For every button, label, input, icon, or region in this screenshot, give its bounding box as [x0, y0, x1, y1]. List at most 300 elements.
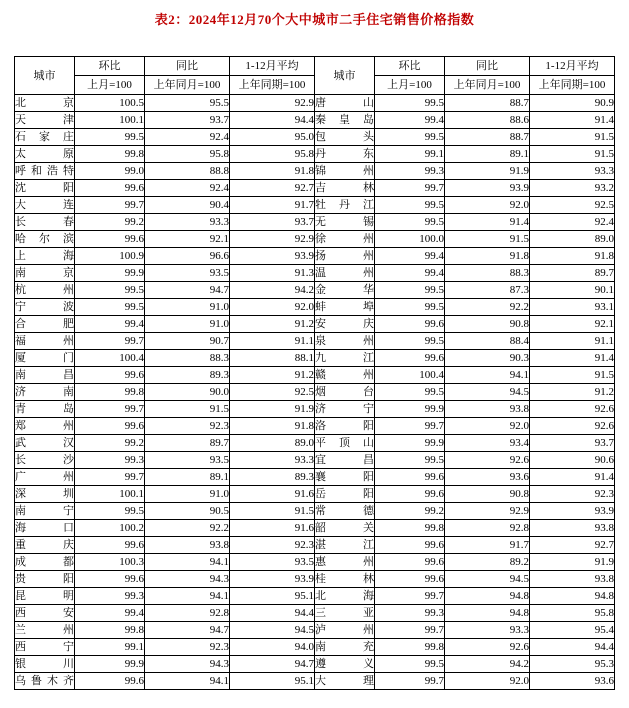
value-cell: 99.5: [375, 129, 445, 146]
value-cell: 99.4: [375, 265, 445, 282]
value-cell: 99.2: [75, 435, 145, 452]
value-cell: 99.9: [375, 435, 445, 452]
city-cell: 三亚: [315, 605, 375, 622]
value-cell: 91.8: [445, 248, 530, 265]
value-cell: 99.6: [75, 231, 145, 248]
value-cell: 92.8: [145, 605, 230, 622]
value-cell: 88.4: [445, 333, 530, 350]
value-cell: 92.3: [145, 639, 230, 656]
city-cell: 无锡: [315, 214, 375, 231]
city-cell: 泸州: [315, 622, 375, 639]
value-cell: 91.5: [530, 146, 615, 163]
value-cell: 99.6: [375, 571, 445, 588]
value-cell: 89.7: [145, 435, 230, 452]
value-cell: 99.6: [75, 180, 145, 197]
value-cell: 99.8: [75, 146, 145, 163]
value-cell: 94.1: [145, 554, 230, 571]
city-cell: 上海: [15, 248, 75, 265]
city-cell: 青岛: [15, 401, 75, 418]
value-cell: 93.8: [445, 401, 530, 418]
value-cell: 91.2: [230, 367, 315, 384]
value-cell: 99.7: [75, 333, 145, 350]
value-cell: 94.3: [145, 571, 230, 588]
city-cell: 海口: [15, 520, 75, 537]
city-cell: 安庆: [315, 316, 375, 333]
city-cell: 成都: [15, 554, 75, 571]
value-cell: 99.4: [375, 248, 445, 265]
value-cell: 94.4: [230, 112, 315, 129]
value-cell: 99.4: [75, 605, 145, 622]
table-row: [15, 435, 615, 452]
value-cell: 100.3: [75, 554, 145, 571]
value-cell: 93.3: [230, 452, 315, 469]
value-cell: 92.4: [145, 129, 230, 146]
value-cell: 90.4: [145, 197, 230, 214]
value-cell: 99.5: [75, 282, 145, 299]
value-cell: 92.7: [230, 180, 315, 197]
value-cell: 88.1: [230, 350, 315, 367]
value-cell: 91.0: [145, 316, 230, 333]
value-cell: 99.8: [375, 639, 445, 656]
city-cell: 韶关: [315, 520, 375, 537]
value-cell: 92.3: [230, 537, 315, 554]
value-cell: 92.0: [445, 197, 530, 214]
value-cell: 99.6: [75, 418, 145, 435]
city-cell: 沈阳: [15, 180, 75, 197]
yoy-header-left: 同比: [145, 57, 230, 76]
value-cell: 93.2: [530, 180, 615, 197]
value-cell: 89.3: [145, 367, 230, 384]
value-cell: 99.6: [75, 673, 145, 690]
city-cell: 深圳: [15, 486, 75, 503]
value-cell: 88.3: [445, 265, 530, 282]
city-cell: 扬州: [315, 248, 375, 265]
city-cell: 平顶山: [315, 435, 375, 452]
value-cell: 95.5: [145, 95, 230, 112]
city-cell: 南充: [315, 639, 375, 656]
value-cell: 88.8: [145, 163, 230, 180]
city-cell: 合肥: [15, 316, 75, 333]
table-row: [15, 503, 615, 520]
value-cell: 99.5: [375, 299, 445, 316]
value-cell: 94.8: [445, 605, 530, 622]
value-cell: 92.0: [445, 418, 530, 435]
header-row-group: [15, 57, 615, 76]
city-cell: 桂林: [315, 571, 375, 588]
city-cell: 牡丹江: [315, 197, 375, 214]
city-cell: 长春: [15, 214, 75, 231]
value-cell: 93.9: [230, 571, 315, 588]
value-cell: 92.4: [530, 214, 615, 231]
value-cell: 93.8: [530, 571, 615, 588]
mom-header-right: 环比: [375, 57, 445, 76]
value-cell: 93.3: [445, 622, 530, 639]
city-cell: 遵义: [315, 656, 375, 673]
value-cell: 99.6: [375, 554, 445, 571]
value-cell: 94.2: [445, 656, 530, 673]
value-cell: 99.3: [375, 605, 445, 622]
table-row: [15, 486, 615, 503]
value-cell: 95.8: [530, 605, 615, 622]
city-cell: 长沙: [15, 452, 75, 469]
value-cell: 100.4: [75, 350, 145, 367]
city-cell: 济宁: [315, 401, 375, 418]
value-cell: 95.8: [145, 146, 230, 163]
value-cell: 93.7: [145, 112, 230, 129]
value-cell: 92.6: [530, 401, 615, 418]
city-cell: 宜昌: [315, 452, 375, 469]
city-cell: 北京: [15, 95, 75, 112]
value-cell: 99.7: [375, 180, 445, 197]
value-cell: 95.3: [530, 656, 615, 673]
value-cell: 89.3: [230, 469, 315, 486]
value-cell: 92.4: [145, 180, 230, 197]
value-cell: 91.1: [530, 333, 615, 350]
value-cell: 92.2: [445, 299, 530, 316]
city-cell: 西宁: [15, 639, 75, 656]
value-cell: 94.5: [445, 571, 530, 588]
value-cell: 99.7: [375, 588, 445, 605]
value-cell: 93.3: [145, 214, 230, 231]
value-cell: 100.5: [75, 95, 145, 112]
value-cell: 91.9: [530, 554, 615, 571]
value-cell: 90.5: [145, 503, 230, 520]
value-cell: 94.7: [145, 282, 230, 299]
value-cell: 94.8: [445, 588, 530, 605]
value-cell: 91.8: [230, 418, 315, 435]
value-cell: 89.2: [445, 554, 530, 571]
value-cell: 96.6: [145, 248, 230, 265]
value-cell: 91.2: [530, 384, 615, 401]
city-cell: 南京: [15, 265, 75, 282]
value-cell: 92.3: [530, 486, 615, 503]
table-row: [15, 231, 615, 248]
value-cell: 91.4: [445, 214, 530, 231]
city-cell: 锦州: [315, 163, 375, 180]
value-cell: 90.3: [445, 350, 530, 367]
value-cell: 87.3: [445, 282, 530, 299]
city-cell: 唐山: [315, 95, 375, 112]
value-cell: 99.5: [375, 656, 445, 673]
value-cell: 92.2: [145, 520, 230, 537]
value-cell: 99.3: [75, 588, 145, 605]
city-cell: 大理: [315, 673, 375, 690]
city-cell: 包头: [315, 129, 375, 146]
value-cell: 94.1: [145, 673, 230, 690]
table-row: [15, 571, 615, 588]
city-header-left: 城市: [15, 57, 75, 95]
value-cell: 99.5: [375, 282, 445, 299]
value-cell: 95.4: [530, 622, 615, 639]
table-row: [15, 180, 615, 197]
avg-base-header-right: 上年同期=100: [530, 76, 615, 95]
value-cell: 99.4: [75, 316, 145, 333]
value-cell: 90.8: [445, 316, 530, 333]
city-cell: 贵阳: [15, 571, 75, 588]
table-row: [15, 248, 615, 265]
value-cell: 88.7: [445, 129, 530, 146]
value-cell: 95.1: [230, 673, 315, 690]
table-row: [15, 299, 615, 316]
value-cell: 94.7: [230, 656, 315, 673]
city-cell: 大连: [15, 197, 75, 214]
table-row: [15, 146, 615, 163]
value-cell: 93.8: [530, 520, 615, 537]
city-cell: 惠州: [315, 554, 375, 571]
city-cell: 哈尔滨: [15, 231, 75, 248]
table-row: [15, 333, 615, 350]
value-cell: 93.9: [530, 503, 615, 520]
city-cell: 南宁: [15, 503, 75, 520]
value-cell: 99.5: [75, 129, 145, 146]
value-cell: 90.6: [530, 452, 615, 469]
value-cell: 99.5: [75, 503, 145, 520]
price-index-table: [14, 56, 615, 690]
value-cell: 99.8: [375, 520, 445, 537]
value-cell: 99.6: [75, 571, 145, 588]
value-cell: 99.0: [75, 163, 145, 180]
city-cell: 呼和浩特: [15, 163, 75, 180]
yoy-base-header-left: 上年同月=100: [145, 76, 230, 95]
city-cell: 银川: [15, 656, 75, 673]
city-cell: 洛阳: [315, 418, 375, 435]
table-row: [15, 656, 615, 673]
value-cell: 89.1: [445, 146, 530, 163]
value-cell: 91.7: [445, 537, 530, 554]
table-row: [15, 605, 615, 622]
value-cell: 99.9: [75, 656, 145, 673]
city-cell: 天津: [15, 112, 75, 129]
value-cell: 94.7: [145, 622, 230, 639]
value-cell: 93.1: [530, 299, 615, 316]
table-row: [15, 197, 615, 214]
value-cell: 99.6: [75, 367, 145, 384]
value-cell: 94.1: [445, 367, 530, 384]
table-row: [15, 129, 615, 146]
city-cell: 九江: [315, 350, 375, 367]
value-cell: 91.9: [230, 401, 315, 418]
table-row: [15, 520, 615, 537]
value-cell: 100.4: [375, 367, 445, 384]
yoy-header-right: 同比: [445, 57, 530, 76]
value-cell: 94.5: [445, 384, 530, 401]
value-cell: 93.7: [530, 435, 615, 452]
value-cell: 90.9: [530, 95, 615, 112]
city-cell: 金华: [315, 282, 375, 299]
value-cell: 92.9: [230, 95, 315, 112]
value-cell: 94.4: [530, 639, 615, 656]
value-cell: 95.8: [230, 146, 315, 163]
value-cell: 99.5: [375, 333, 445, 350]
value-cell: 99.5: [375, 452, 445, 469]
city-cell: 西安: [15, 605, 75, 622]
value-cell: 94.4: [230, 605, 315, 622]
value-cell: 99.8: [75, 384, 145, 401]
value-cell: 92.8: [445, 520, 530, 537]
table-row: [15, 673, 615, 690]
value-cell: 91.4: [530, 350, 615, 367]
value-cell: 92.7: [530, 537, 615, 554]
avg-header-left: 1-12月平均: [230, 57, 315, 76]
value-cell: 91.8: [530, 248, 615, 265]
value-cell: 99.6: [375, 469, 445, 486]
city-cell: 武汉: [15, 435, 75, 452]
value-cell: 99.3: [75, 452, 145, 469]
value-cell: 91.1: [230, 333, 315, 350]
value-cell: 92.9: [230, 231, 315, 248]
value-cell: 91.4: [530, 112, 615, 129]
table-row: [15, 282, 615, 299]
value-cell: 91.5: [145, 401, 230, 418]
value-cell: 89.1: [145, 469, 230, 486]
value-cell: 90.0: [145, 384, 230, 401]
value-cell: 90.8: [445, 486, 530, 503]
table-row: [15, 588, 615, 605]
table-body: [15, 95, 615, 690]
value-cell: 99.9: [75, 265, 145, 282]
value-cell: 90.1: [530, 282, 615, 299]
city-cell: 丹东: [315, 146, 375, 163]
mom-base-header-right: 上月=100: [375, 76, 445, 95]
value-cell: 92.3: [145, 418, 230, 435]
yoy-base-header-right: 上年同月=100: [445, 76, 530, 95]
value-cell: 91.6: [230, 486, 315, 503]
table-row: [15, 401, 615, 418]
city-cell: 南昌: [15, 367, 75, 384]
value-cell: 99.7: [375, 418, 445, 435]
city-cell: 福州: [15, 333, 75, 350]
city-cell: 广州: [15, 469, 75, 486]
value-cell: 100.1: [75, 486, 145, 503]
value-cell: 94.8: [530, 588, 615, 605]
page-title: 表2：2024年12月70个大中城市二手住宅销售价格指数: [154, 12, 475, 27]
city-cell: 温州: [315, 265, 375, 282]
value-cell: 99.5: [375, 95, 445, 112]
value-cell: 99.6: [75, 537, 145, 554]
table-row: [15, 350, 615, 367]
value-cell: 93.5: [230, 554, 315, 571]
value-cell: 94.2: [230, 282, 315, 299]
value-cell: 88.7: [445, 95, 530, 112]
value-cell: 89.0: [530, 231, 615, 248]
value-cell: 99.4: [375, 112, 445, 129]
value-cell: 89.7: [530, 265, 615, 282]
city-cell: 郑州: [15, 418, 75, 435]
value-cell: 99.3: [375, 163, 445, 180]
table-row: [15, 112, 615, 129]
city-cell: 吉林: [315, 180, 375, 197]
value-cell: 91.5: [530, 129, 615, 146]
value-cell: 93.5: [145, 452, 230, 469]
value-cell: 99.6: [375, 316, 445, 333]
value-cell: 99.7: [375, 622, 445, 639]
table-row: [15, 639, 615, 656]
value-cell: 95.1: [230, 588, 315, 605]
value-cell: 99.6: [375, 350, 445, 367]
table-row: [15, 265, 615, 282]
value-cell: 92.6: [445, 639, 530, 656]
value-cell: 93.3: [530, 163, 615, 180]
city-cell: 泉州: [315, 333, 375, 350]
value-cell: 90.7: [145, 333, 230, 350]
value-cell: 91.5: [230, 503, 315, 520]
city-cell: 烟台: [315, 384, 375, 401]
city-cell: 石家庄: [15, 129, 75, 146]
value-cell: 93.6: [445, 469, 530, 486]
value-cell: 99.7: [75, 197, 145, 214]
city-cell: 太原: [15, 146, 75, 163]
table-row: [15, 384, 615, 401]
city-cell: 蚌埠: [315, 299, 375, 316]
value-cell: 91.0: [145, 299, 230, 316]
table-header: [15, 57, 615, 95]
table-row: [15, 622, 615, 639]
value-cell: 94.3: [145, 656, 230, 673]
value-cell: 91.8: [230, 163, 315, 180]
mom-header-left: 环比: [75, 57, 145, 76]
value-cell: 93.8: [145, 537, 230, 554]
city-cell: 北海: [315, 588, 375, 605]
city-cell: 襄阳: [315, 469, 375, 486]
value-cell: 91.0: [145, 486, 230, 503]
city-cell: 杭州: [15, 282, 75, 299]
value-cell: 91.5: [530, 367, 615, 384]
value-cell: 92.6: [530, 418, 615, 435]
value-cell: 88.3: [145, 350, 230, 367]
value-cell: 99.5: [375, 214, 445, 231]
avg-header-right: 1-12月平均: [530, 57, 615, 76]
value-cell: 93.4: [445, 435, 530, 452]
city-cell: 济南: [15, 384, 75, 401]
table-row: [15, 418, 615, 435]
table-row: [15, 367, 615, 384]
value-cell: 95.0: [230, 129, 315, 146]
value-cell: 94.1: [145, 588, 230, 605]
value-cell: 99.5: [375, 384, 445, 401]
value-cell: 99.8: [75, 622, 145, 639]
value-cell: 91.5: [445, 231, 530, 248]
value-cell: 91.7: [230, 197, 315, 214]
value-cell: 92.5: [230, 384, 315, 401]
value-cell: 100.1: [75, 112, 145, 129]
city-cell: 赣州: [315, 367, 375, 384]
table-row: [15, 316, 615, 333]
value-cell: 91.4: [530, 469, 615, 486]
city-cell: 岳阳: [315, 486, 375, 503]
city-cell: 湛江: [315, 537, 375, 554]
value-cell: 99.6: [375, 486, 445, 503]
city-cell: 重庆: [15, 537, 75, 554]
value-cell: 93.9: [445, 180, 530, 197]
value-cell: 99.6: [375, 537, 445, 554]
value-cell: 88.6: [445, 112, 530, 129]
value-cell: 91.6: [230, 520, 315, 537]
value-cell: 93.9: [230, 248, 315, 265]
value-cell: 99.2: [375, 503, 445, 520]
city-cell: 兰州: [15, 622, 75, 639]
table-row: [15, 95, 615, 112]
value-cell: 92.1: [530, 316, 615, 333]
city-cell: 宁波: [15, 299, 75, 316]
value-cell: 92.0: [445, 673, 530, 690]
value-cell: 92.0: [230, 299, 315, 316]
table-row: [15, 163, 615, 180]
city-cell: 徐州: [315, 231, 375, 248]
value-cell: 99.7: [75, 401, 145, 418]
table-row: [15, 452, 615, 469]
table-row: [15, 469, 615, 486]
value-cell: 91.2: [230, 316, 315, 333]
